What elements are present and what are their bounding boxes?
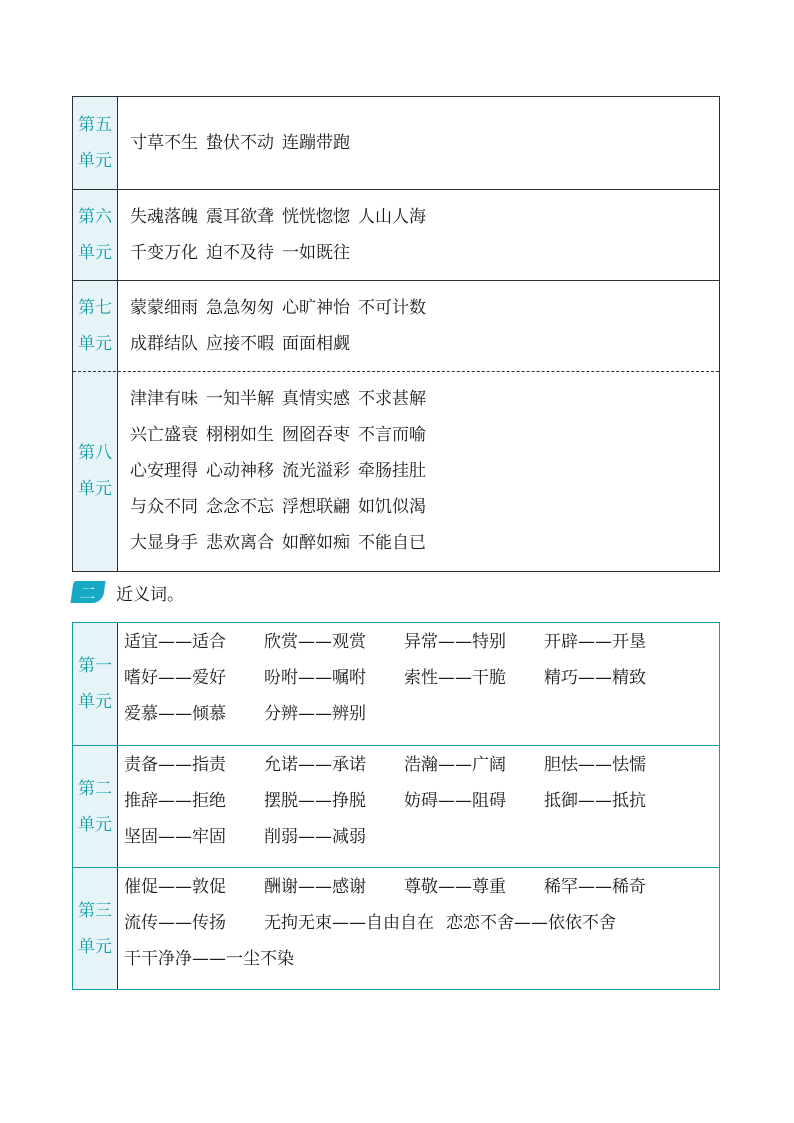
section-number-badge: 二 (70, 581, 105, 603)
row-content (118, 868, 719, 989)
word: 人山人海 (358, 207, 426, 227)
word: 蛰伏不动 (206, 133, 274, 153)
row-label-line: 第三 (78, 900, 112, 921)
word: 不言而喻 (358, 425, 426, 445)
pair-line (124, 905, 719, 941)
pair-line (124, 819, 719, 855)
word: 迫不及待 (206, 243, 274, 263)
word: 心动神移 (206, 461, 274, 481)
pair-line (124, 696, 719, 732)
row-label (73, 371, 118, 571)
word: 津津有味 (130, 389, 198, 409)
word: 念念不忘 (206, 497, 274, 517)
row-label-line: 第一 (78, 656, 112, 676)
word: 震耳欲聋 (206, 207, 274, 227)
word: 兴亡盛衰 (130, 425, 198, 445)
synonym-pair: 推辞——拒绝 (124, 791, 226, 811)
word-line (130, 417, 719, 453)
synonym-pair: 责备——指责 (124, 755, 226, 775)
word: 急急匆匆 (206, 298, 274, 318)
synonym-pair: 浩瀚——广阔 (404, 755, 506, 775)
synonym-pair: 干干净净——一尘不染 (124, 949, 294, 969)
synonym-pair: 催促——敦促 (124, 877, 226, 897)
word: 真情实感 (282, 389, 350, 409)
section-title: 近义词。 (116, 584, 184, 605)
row-label-line: 单元 (78, 814, 112, 835)
row-content (118, 190, 719, 280)
word: 寸草不生 (130, 133, 198, 153)
table-row (73, 280, 719, 371)
pair-line (124, 869, 719, 905)
word: 不能自已 (358, 533, 426, 553)
row-label-line: 单元 (78, 243, 112, 263)
pair-line (124, 783, 719, 819)
synonym-pair: 胆怯——怯懦 (544, 755, 646, 775)
synonym-pair: 稀罕——稀奇 (544, 877, 646, 897)
row-content (118, 97, 719, 189)
word: 不求甚解 (358, 389, 426, 409)
word: 一如既往 (282, 243, 350, 263)
word: 牵肠挂肚 (358, 461, 426, 481)
table-row (73, 371, 719, 571)
word: 如醉如痴 (282, 533, 350, 553)
word: 失魂落魄 (130, 207, 198, 227)
synonym-pair: 分辨——辨别 (264, 704, 366, 724)
row-label-line: 第七 (78, 298, 112, 318)
synonym-pair: 吩咐——嘱咐 (264, 668, 366, 688)
pair-line (124, 747, 719, 783)
row-label-line: 单元 (78, 151, 112, 171)
word: 面面相觑 (282, 334, 350, 354)
row-label-line: 单元 (78, 692, 112, 712)
word: 蒙蒙细雨 (130, 298, 198, 318)
idioms-table (72, 96, 720, 572)
table-row (73, 97, 719, 189)
row-label (73, 190, 118, 280)
word: 栩栩如生 (206, 425, 274, 445)
word: 流光溢彩 (282, 461, 350, 481)
word-line (130, 290, 719, 326)
synonym-pair: 欣赏——观赏 (264, 632, 366, 652)
word: 恍恍惚惚 (282, 207, 350, 227)
synonyms-table (72, 622, 720, 990)
dashed-divider (73, 371, 719, 372)
word: 成群结队 (130, 334, 198, 354)
row-label-line: 第五 (78, 115, 112, 135)
row-label (73, 868, 118, 989)
synonym-pair: 开辟——开垦 (544, 632, 646, 652)
synonym-pair: 削弱——减弱 (264, 827, 366, 847)
word-line (130, 489, 719, 525)
table-row (73, 745, 719, 867)
row-label-line: 单元 (78, 479, 112, 499)
word: 心旷神怡 (282, 298, 350, 318)
word: 悲欢离合 (206, 533, 274, 553)
word: 如饥似渴 (358, 497, 426, 517)
row-content (118, 371, 719, 571)
row-label (73, 623, 118, 745)
word: 大显身手 (130, 533, 198, 553)
word-line (130, 453, 719, 489)
row-label-line: 第八 (78, 443, 112, 463)
word: 与众不同 (130, 497, 198, 517)
synonym-pair: 酬谢——感谢 (264, 877, 366, 897)
word-line (130, 235, 719, 271)
synonym-pair: 异常——特别 (404, 632, 506, 652)
synonym-pair: 流传——传扬 (124, 913, 226, 933)
synonym-pair: 摆脱——挣脱 (264, 791, 366, 811)
synonym-pair: 坚固——牢固 (124, 827, 226, 847)
word-line (130, 326, 719, 362)
table-row (73, 867, 719, 989)
row-label (73, 281, 118, 371)
synonym-pair: 索性——干脆 (404, 668, 506, 688)
word-line (130, 525, 719, 561)
table-row (73, 189, 719, 280)
word-line (130, 381, 719, 417)
synonym-pair: 无拘无束——自由自在 (264, 913, 434, 933)
word-line (130, 199, 719, 235)
word: 囫囵吞枣 (282, 425, 350, 445)
word: 连蹦带跑 (282, 133, 350, 153)
pair-line (124, 660, 719, 696)
synonym-pair: 适宜——适合 (124, 632, 226, 652)
synonym-pair: 尊敬——尊重 (404, 877, 506, 897)
word: 应接不暇 (206, 334, 274, 354)
word: 千变万化 (130, 243, 198, 263)
synonym-pair: 妨碍——阻碍 (404, 791, 506, 811)
pair-line (124, 624, 719, 660)
pair-line (124, 941, 719, 977)
table-row (73, 623, 719, 745)
word-line (130, 125, 719, 161)
synonym-pair: 允诺——承诺 (264, 755, 366, 775)
word: 心安理得 (130, 461, 198, 481)
row-content (118, 623, 719, 745)
synonym-pair: 爱慕——倾慕 (124, 704, 226, 724)
row-label (73, 97, 118, 189)
word: 浮想联翩 (282, 497, 350, 517)
row-label (73, 746, 118, 867)
synonym-pair: 恋恋不舍——依依不舍 (446, 913, 616, 933)
word: 不可计数 (358, 298, 426, 318)
synonym-pair: 精巧——精致 (544, 668, 646, 688)
row-label-line: 第二 (78, 778, 112, 799)
row-content (118, 746, 719, 867)
word: 一知半解 (206, 389, 274, 409)
synonym-pair: 抵御——抵抗 (544, 791, 646, 811)
row-label-line: 单元 (78, 334, 112, 354)
row-label-line: 第六 (78, 207, 112, 227)
row-label-line: 单元 (78, 936, 112, 957)
row-content (118, 281, 719, 371)
synonym-pair: 嗜好——爱好 (124, 668, 226, 688)
section-heading (72, 578, 184, 606)
